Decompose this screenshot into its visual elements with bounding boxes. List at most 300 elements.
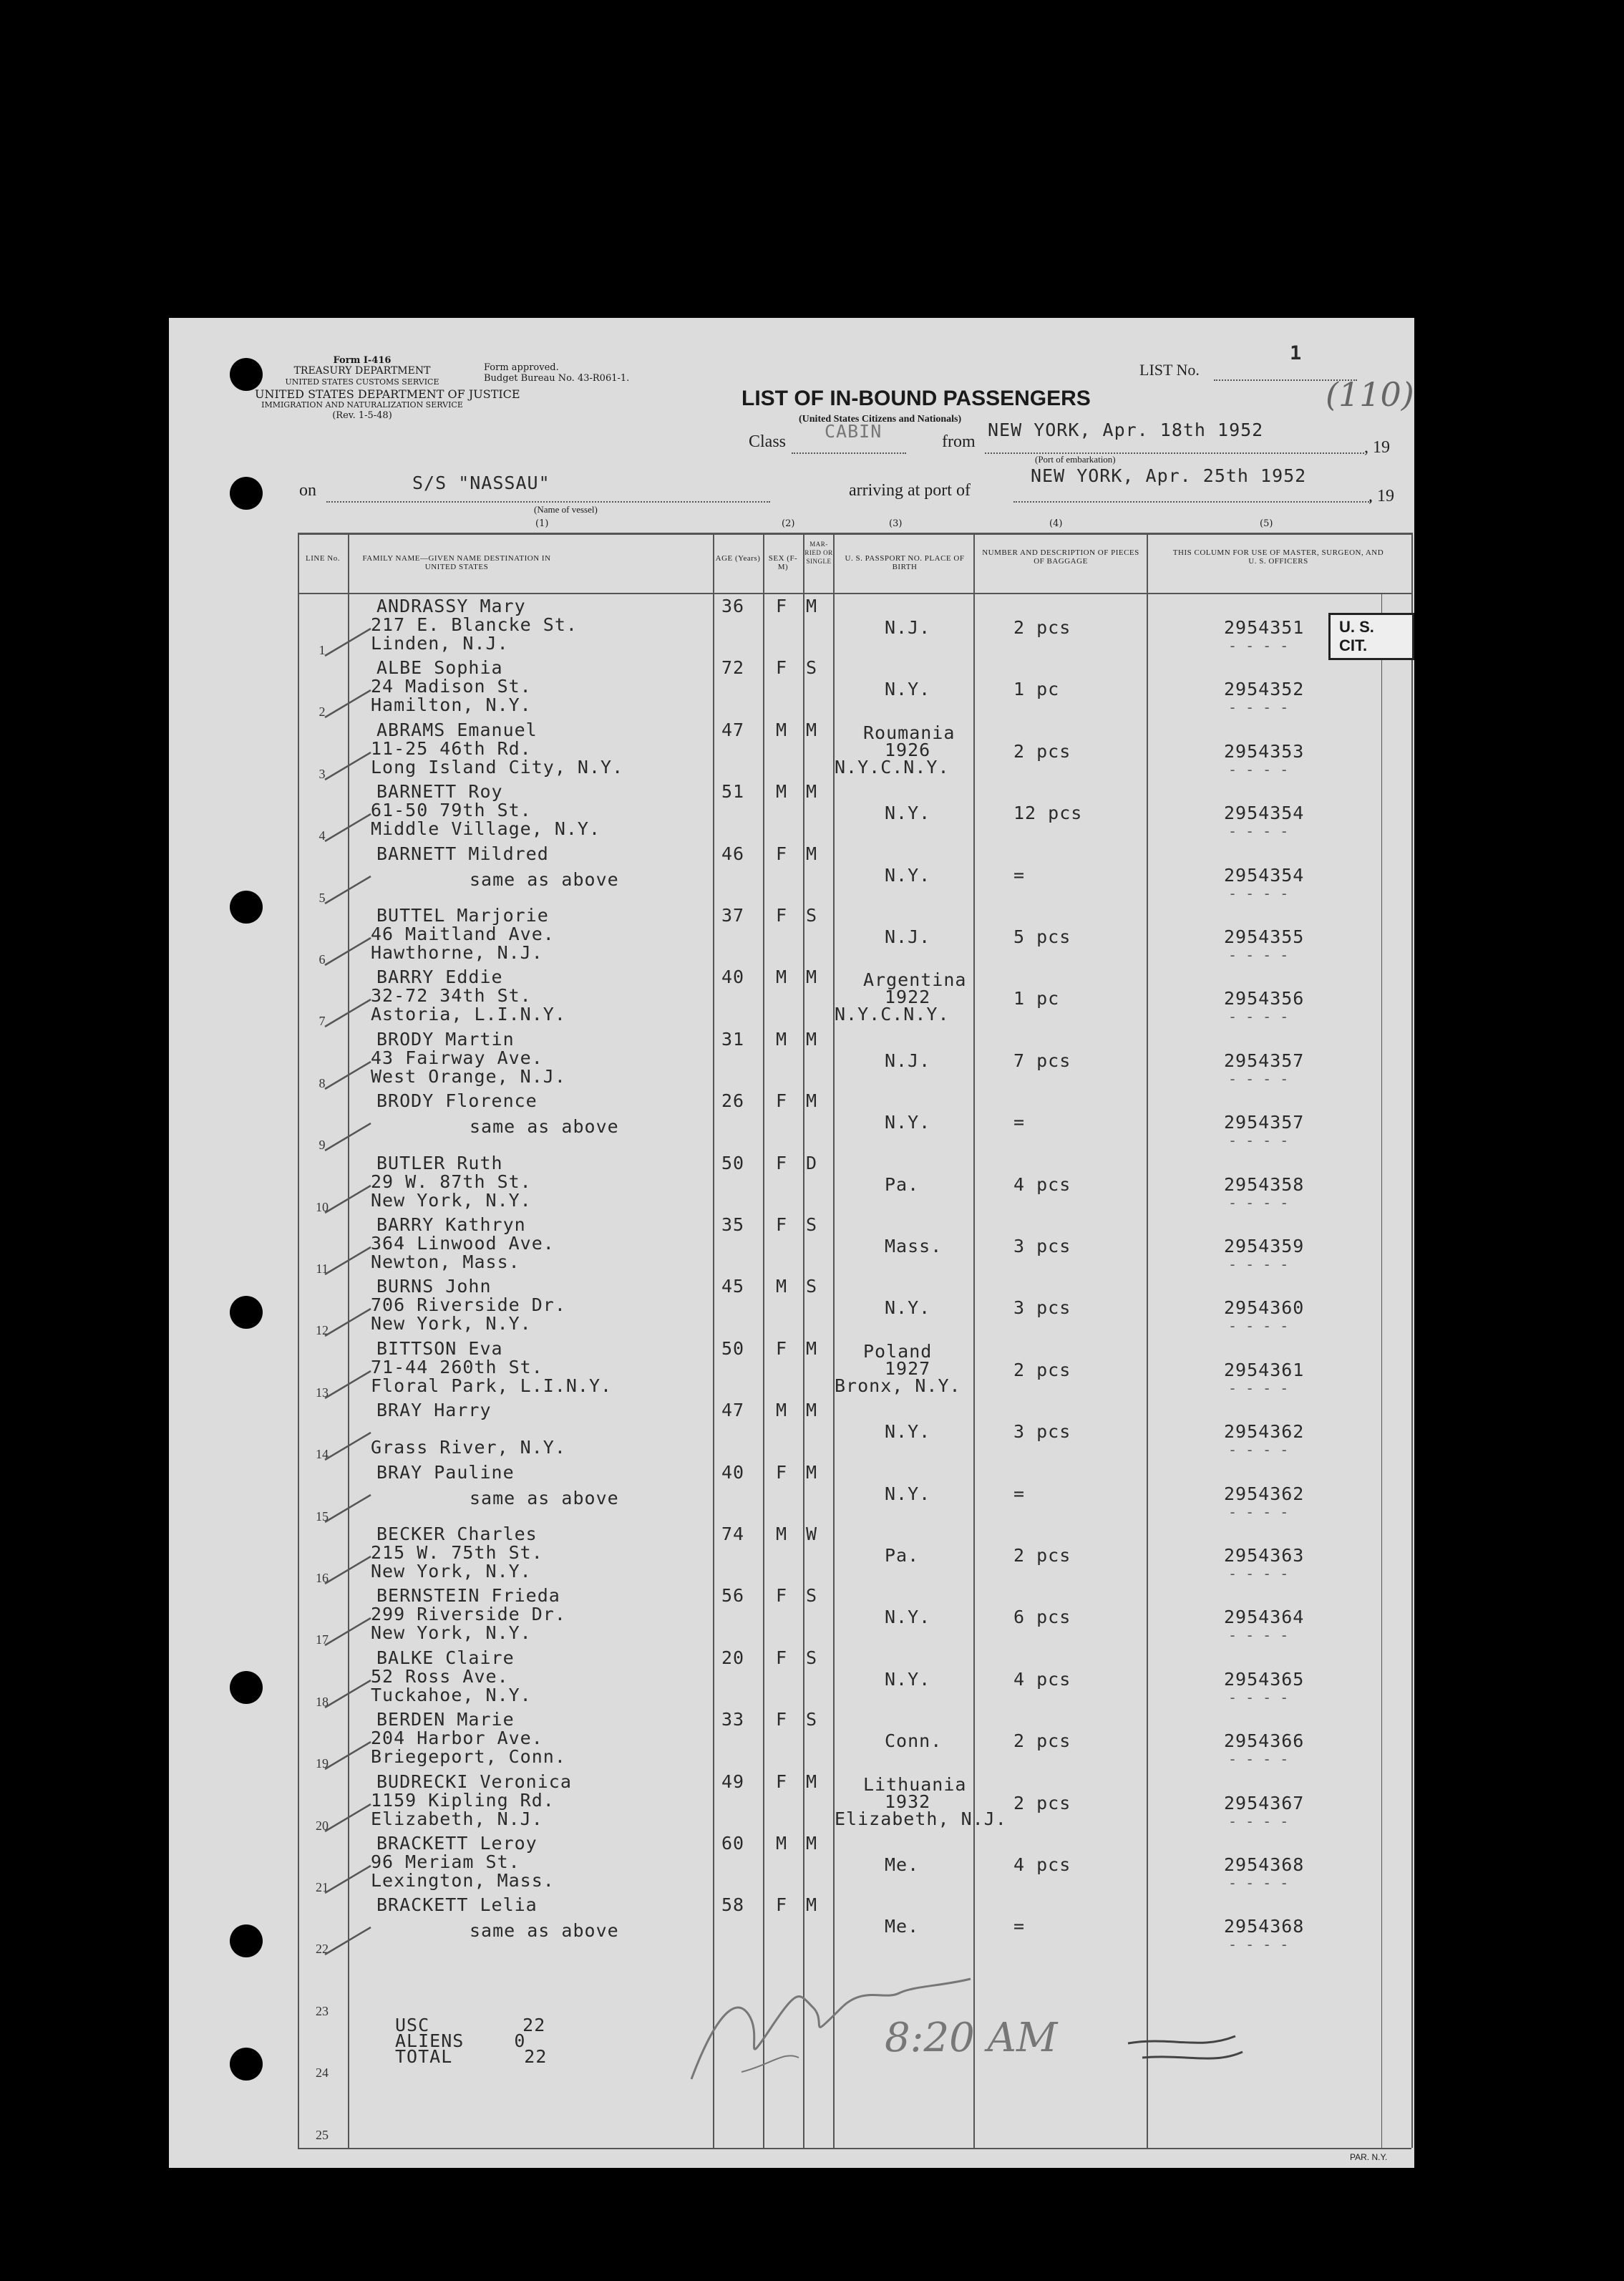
vessel-value: S/S "NASSAU" xyxy=(412,473,550,493)
officer-number: 2954368 xyxy=(1224,1916,1305,1937)
baggage-count: 2 pcs xyxy=(1013,1359,1071,1380)
passenger-name: ALBE Sophia xyxy=(376,657,503,679)
passenger-age: 35 xyxy=(721,1214,745,1235)
passenger-address: 215 W. 75th St. xyxy=(371,1542,543,1563)
passenger-city: Long Island City, N.Y. xyxy=(371,756,624,778)
year-suffix: , 19 xyxy=(1364,438,1390,457)
passenger-marital-status: M xyxy=(806,967,818,988)
passenger-age: 40 xyxy=(721,967,745,988)
col-divider xyxy=(763,533,764,2148)
officer-dash-marks: - - - - xyxy=(1228,1256,1289,1273)
baggage-count: 2 pcs xyxy=(1013,617,1071,638)
passenger-marital-status: S xyxy=(806,1709,818,1730)
passenger-name: BERDEN Marie xyxy=(376,1709,515,1730)
passenger-city: New York, N.Y. xyxy=(371,1189,532,1211)
place-of-birth: N.J. xyxy=(885,617,931,638)
passenger-sex: F xyxy=(776,1214,788,1235)
tally-check-mark xyxy=(321,1923,378,1959)
col-head-age: AGE (Years) xyxy=(715,554,761,563)
passenger-name: BARRY Eddie xyxy=(376,967,503,988)
passenger-address: same as above xyxy=(470,1920,619,1942)
passenger-sex: F xyxy=(776,1461,788,1483)
passenger-sex: F xyxy=(776,1709,788,1730)
place-of-birth: Me. xyxy=(885,1916,920,1937)
line-number: 22 xyxy=(316,1942,329,1957)
page-title: LIST OF IN-BOUND PASSENGERS xyxy=(742,387,1091,410)
passenger-age: 49 xyxy=(721,1771,745,1792)
place-of-birth: N.Y. xyxy=(885,1297,931,1319)
class-line xyxy=(792,452,906,454)
passenger-address: 217 E. Blancke St. xyxy=(371,614,578,635)
passenger-address: 32-72 34th St. xyxy=(371,985,532,1007)
officer-number: 2954368 xyxy=(1224,1854,1305,1875)
passenger-city: Lexington, Mass. xyxy=(371,1870,555,1891)
officer-dash-marks: - - - - xyxy=(1228,1193,1289,1211)
passenger-marital-status: M xyxy=(806,1400,818,1421)
baggage-count: 4 pcs xyxy=(1013,1668,1071,1690)
place-of-birth: Argentina xyxy=(863,969,967,991)
passenger-sex: F xyxy=(776,1090,788,1112)
passenger-age: 37 xyxy=(721,905,745,926)
col-number: (4) xyxy=(1049,518,1063,529)
passenger-name: BERNSTEIN Frieda xyxy=(376,1585,560,1607)
line-number: 12 xyxy=(316,1323,329,1338)
passenger-marital-status: M xyxy=(806,1771,818,1792)
col-head-married: MAR-RIED OR SINGLE xyxy=(804,541,833,565)
passenger-marital-status: M xyxy=(806,781,818,803)
baggage-count: 6 pcs xyxy=(1013,1607,1071,1628)
baggage-count: 2 pcs xyxy=(1013,740,1071,762)
table-top-border xyxy=(298,533,1411,535)
passenger-address: same as above xyxy=(470,868,619,890)
line-number: 19 xyxy=(316,1756,329,1771)
place-of-birth: N.Y. xyxy=(885,1112,931,1133)
us-citizen-stamp: U. S. CIT. xyxy=(1328,613,1414,660)
naturalization-place: N.Y.C.N.Y. xyxy=(835,756,950,778)
line-number: 1 xyxy=(319,643,326,657)
passenger-sex: M xyxy=(776,967,788,988)
passenger-name: BRACKETT Leroy xyxy=(376,1833,538,1854)
binder-hole xyxy=(230,891,263,924)
vessel-line xyxy=(326,501,770,503)
place-of-birth: N.Y. xyxy=(885,679,931,700)
revision: (Rev. 1-5-48) xyxy=(332,410,392,421)
form-number: Form I-416 xyxy=(333,355,392,366)
passenger-city: New York, N.Y. xyxy=(371,1313,532,1335)
binder-hole xyxy=(230,1671,263,1704)
officer-number: 2954362 xyxy=(1224,1483,1305,1504)
passenger-address: same as above xyxy=(470,1116,619,1138)
passenger-address: 364 Linwood Ave. xyxy=(371,1233,555,1254)
from-value: NEW YORK, Apr. 18th 1952 xyxy=(988,420,1264,440)
list-handwritten: (110) xyxy=(1326,375,1414,414)
table-header-border xyxy=(298,593,1411,594)
col-head-baggage: NUMBER AND DESCRIPTION OF PIECES OF BAGGAGE xyxy=(982,548,1139,566)
arriving-line xyxy=(1013,501,1371,503)
passenger-city: Elizabeth, N.J. xyxy=(371,1808,543,1829)
ins-service: IMMIGRATION AND NATURALIZATION SERVICE xyxy=(261,400,463,410)
passenger-age: 31 xyxy=(721,1028,745,1050)
line-number: 5 xyxy=(319,890,326,905)
binder-hole xyxy=(230,2048,263,2081)
tally-check-mark xyxy=(321,1119,378,1155)
place-of-birth: Roumania xyxy=(863,722,956,743)
baggage-count: 7 pcs xyxy=(1013,1050,1071,1071)
passenger-age: 56 xyxy=(721,1585,745,1607)
tally-check-mark xyxy=(321,1181,378,1217)
total-value: 22 xyxy=(524,2046,548,2067)
line-number: 21 xyxy=(316,1880,329,1894)
place-of-birth: Pa. xyxy=(885,1545,920,1566)
officer-dash-marks: - - - - xyxy=(1228,1379,1289,1397)
baggage-count: 1 pc xyxy=(1013,679,1060,700)
passenger-sex: M xyxy=(776,719,788,740)
baggage-count: 2 pcs xyxy=(1013,1730,1071,1752)
col-divider xyxy=(298,533,299,2148)
usc-label: USC xyxy=(395,2015,430,2035)
officer-dash-marks: - - - - xyxy=(1228,1070,1289,1088)
passenger-address: 46 Maitland Ave. xyxy=(371,924,555,944)
place-of-birth: N.Y. xyxy=(885,1483,931,1504)
passenger-sex: M xyxy=(776,1524,788,1544)
officer-dash-marks: - - - - xyxy=(1228,1503,1289,1521)
line-number: 7 xyxy=(319,1014,326,1029)
passenger-age: 74 xyxy=(721,1524,745,1544)
tally-check-mark xyxy=(321,872,378,908)
col-divider xyxy=(1411,533,1413,2148)
passenger-marital-status: M xyxy=(806,1028,818,1050)
passenger-city: Grass River, N.Y. xyxy=(371,1437,566,1458)
officer-number: 2954357 xyxy=(1224,1112,1305,1133)
line-number: 6 xyxy=(319,952,326,967)
passenger-city: Floral Park, L.I.N.Y. xyxy=(371,1375,613,1396)
naturalization-year: 1922 xyxy=(885,987,931,1008)
passenger-age: 26 xyxy=(721,1090,745,1112)
officer-number: 2954365 xyxy=(1224,1668,1305,1690)
officer-dash-marks: - - - - xyxy=(1228,1936,1289,1954)
col-number: (2) xyxy=(782,518,795,529)
year-suffix: , 19 xyxy=(1368,487,1394,505)
naturalization-place: N.Y.C.N.Y. xyxy=(835,1004,950,1025)
tally-check-mark xyxy=(321,624,378,660)
passenger-age: 20 xyxy=(721,1647,745,1668)
passenger-address: same as above xyxy=(470,1487,619,1508)
passenger-address: 706 Riverside Dr. xyxy=(371,1294,566,1316)
tally-check-mark xyxy=(321,1491,378,1526)
passenger-address: 1159 Kipling Rd. xyxy=(371,1789,555,1811)
officer-dash-marks: - - - - xyxy=(1228,1688,1289,1706)
from-label: from xyxy=(942,432,976,451)
passenger-name: BRACKETT Lelia xyxy=(376,1894,538,1916)
officer-number: 2954366 xyxy=(1224,1730,1305,1752)
baggage-count: 3 pcs xyxy=(1013,1421,1071,1443)
passenger-address: 24 Madison St. xyxy=(371,676,532,697)
passenger-name: BECKER Charles xyxy=(376,1524,538,1544)
place-of-birth: N.J. xyxy=(885,926,931,947)
passenger-address: 43 Fairway Ave. xyxy=(371,1047,543,1068)
customs-service: UNITED STATES CUSTOMS SERVICE xyxy=(285,377,439,387)
baggage-count: = xyxy=(1013,1916,1026,1937)
baggage-count: 2 pcs xyxy=(1013,1792,1071,1813)
passenger-name: BARNETT Mildred xyxy=(376,843,549,864)
passenger-address: 61-50 79th St. xyxy=(371,800,532,821)
officer-number: 2954353 xyxy=(1224,740,1305,762)
passenger-marital-status: M xyxy=(806,596,818,616)
passenger-marital-status: M xyxy=(806,1461,818,1483)
passenger-sex: M xyxy=(776,1028,788,1050)
passenger-address: 11-25 46th Rd. xyxy=(371,737,532,759)
officer-dash-marks: - - - - xyxy=(1228,1565,1289,1582)
passenger-sex: M xyxy=(776,1276,788,1297)
aliens-value: 0 xyxy=(514,2030,526,2051)
officer-number: 2954361 xyxy=(1224,1359,1305,1380)
tally-check-mark xyxy=(321,1861,378,1897)
passenger-marital-status: S xyxy=(806,1647,818,1668)
list-no-label: LIST No. xyxy=(1139,361,1200,379)
passenger-marital-status: S xyxy=(806,1276,818,1297)
passenger-city: Linden, N.J. xyxy=(371,633,509,654)
passenger-sex: F xyxy=(776,843,788,864)
passenger-marital-status: M xyxy=(806,1090,818,1112)
passenger-address: 29 W. 87th St. xyxy=(371,1171,532,1192)
passenger-age: 72 xyxy=(721,657,745,679)
treasury-dept: TREASURY DEPARTMENT xyxy=(293,365,431,377)
col-head-name: FAMILY NAME—GIVEN NAME DESTINATION IN UNITED STATES xyxy=(362,554,551,571)
form-approved: Form approved. xyxy=(484,362,559,373)
passenger-sex: F xyxy=(776,905,788,926)
officer-dash-marks: - - - - xyxy=(1228,1812,1289,1830)
tally-check-mark xyxy=(321,686,378,722)
line-number: 25 xyxy=(316,2127,329,2142)
passenger-age: 51 xyxy=(721,781,745,803)
passenger-sex: M xyxy=(776,1400,788,1421)
passenger-city: Briegeport, Conn. xyxy=(371,1746,566,1768)
passenger-name: ANDRASSY Mary xyxy=(376,596,526,616)
line-number: 20 xyxy=(316,1818,329,1833)
arriving-value: NEW YORK, Apr. 25th 1952 xyxy=(1031,465,1307,486)
passenger-city: New York, N.Y. xyxy=(371,1561,532,1582)
officer-dash-marks: - - - - xyxy=(1228,1441,1289,1459)
officer-dash-marks: - - - - xyxy=(1228,1627,1289,1645)
line-number: 24 xyxy=(316,2066,329,2081)
passenger-city: New York, N.Y. xyxy=(371,1622,532,1644)
line-number: 23 xyxy=(316,2003,329,2018)
line-number: 15 xyxy=(316,1508,329,1524)
page-subtitle: (United States Citizens and Nationals) xyxy=(799,414,962,425)
place-of-birth: Poland xyxy=(863,1340,933,1362)
passenger-city: Middle Village, N.Y. xyxy=(371,818,601,840)
col-number: (1) xyxy=(535,518,549,529)
passenger-sex: F xyxy=(776,1585,788,1607)
officer-dash-marks: - - - - xyxy=(1228,1008,1289,1026)
officer-dash-marks: - - - - xyxy=(1228,699,1289,717)
passenger-name: BRODY Martin xyxy=(376,1028,515,1050)
arriving-label: arriving at port of xyxy=(849,481,971,500)
passenger-sex: M xyxy=(776,1833,788,1854)
line-number: 14 xyxy=(316,1447,329,1462)
line-number: 13 xyxy=(316,1385,329,1400)
table-bottom-border xyxy=(298,2148,1411,2149)
place-of-birth: N.Y. xyxy=(885,1607,931,1628)
tally-check-mark xyxy=(321,995,378,1031)
officer-number: 2954354 xyxy=(1224,803,1305,824)
col-number: (3) xyxy=(889,518,903,529)
passenger-age: 60 xyxy=(721,1833,745,1854)
col-divider xyxy=(713,533,714,2148)
passenger-name: BRAY Harry xyxy=(376,1400,492,1421)
place-of-birth: Me. xyxy=(885,1854,920,1875)
officer-number: 2954360 xyxy=(1224,1297,1305,1319)
tally-check-mark xyxy=(321,810,378,846)
line-number: 3 xyxy=(319,766,326,781)
baggage-count: 3 pcs xyxy=(1013,1236,1071,1256)
officer-number: 2954359 xyxy=(1224,1236,1305,1256)
passenger-age: 47 xyxy=(721,719,745,740)
place-of-birth: N.Y. xyxy=(885,1668,931,1690)
passenger-age: 46 xyxy=(721,843,745,864)
baggage-count: 12 pcs xyxy=(1013,803,1083,824)
place-of-birth: Pa. xyxy=(885,1173,920,1195)
col-number: (5) xyxy=(1260,518,1273,529)
naturalization-year: 1926 xyxy=(885,739,931,760)
place-of-birth: N.Y. xyxy=(885,864,931,886)
line-number: 9 xyxy=(319,1138,326,1153)
officer-number: 2954352 xyxy=(1224,679,1305,700)
passenger-name: ABRAMS Emanuel xyxy=(376,719,538,740)
passenger-marital-status: D xyxy=(806,1152,818,1173)
passenger-name: BRODY Florence xyxy=(376,1090,538,1112)
passenger-age: 40 xyxy=(721,1461,745,1483)
place-of-birth: N.Y. xyxy=(885,803,931,824)
baggage-count: = xyxy=(1013,1483,1026,1504)
officer-dash-marks: - - - - xyxy=(1228,946,1289,964)
passenger-sex: F xyxy=(776,1337,788,1359)
passenger-address: 299 Riverside Dr. xyxy=(371,1604,566,1625)
passenger-age: 36 xyxy=(721,596,745,616)
on-label: on xyxy=(299,481,316,500)
naturalization-place: Elizabeth, N.J. xyxy=(835,1808,1007,1829)
baggage-count: 5 pcs xyxy=(1013,926,1071,947)
class-label: Class xyxy=(749,432,787,451)
officer-number: 2954364 xyxy=(1224,1607,1305,1628)
officer-dash-marks: - - - - xyxy=(1228,760,1289,778)
tally-check-mark xyxy=(321,934,378,969)
binder-hole xyxy=(230,1924,263,1957)
passenger-sex: F xyxy=(776,657,788,679)
passenger-name: BUTTEL Marjorie xyxy=(376,905,549,926)
officer-number: 2954356 xyxy=(1224,988,1305,1009)
passenger-name: BALKE Claire xyxy=(376,1647,515,1668)
justice-dept: UNITED STATES DEPARTMENT OF JUSTICE xyxy=(255,387,520,401)
tally-check-mark xyxy=(321,748,378,784)
officer-number: 2954363 xyxy=(1224,1545,1305,1566)
tally-check-mark xyxy=(321,1367,378,1403)
passenger-address: 204 Harbor Ave. xyxy=(371,1728,543,1749)
tally-check-mark xyxy=(321,1057,378,1093)
passenger-age: 50 xyxy=(721,1152,745,1173)
officer-dash-marks: - - - - xyxy=(1228,1750,1289,1768)
passenger-marital-status: M xyxy=(806,843,818,864)
passenger-age: 58 xyxy=(721,1894,745,1916)
col-divider xyxy=(973,533,975,2148)
col-head-officers: THIS COLUMN FOR USE OF MASTER, SURGEON, AND U. S. OFFICERS xyxy=(1172,548,1384,566)
passenger-city: Hamilton, N.Y. xyxy=(371,694,532,716)
tally-check-mark xyxy=(321,1800,378,1836)
footer-mark: PAR. N.Y. xyxy=(1350,2152,1388,2162)
passenger-age: 50 xyxy=(721,1337,745,1359)
list-no-value: 1 xyxy=(1290,342,1303,364)
naturalization-year: 1932 xyxy=(885,1791,931,1812)
officer-dash-marks: - - - - xyxy=(1228,1874,1289,1892)
form-header-left xyxy=(255,355,520,421)
baggage-count: = xyxy=(1013,864,1026,886)
binder-hole xyxy=(230,477,263,510)
passenger-age: 33 xyxy=(721,1709,745,1730)
passenger-marital-status: S xyxy=(806,657,818,679)
officer-number: 2954358 xyxy=(1224,1173,1305,1195)
place-of-birth: Lithuania xyxy=(863,1773,967,1795)
passenger-address: 96 Meriam St. xyxy=(371,1851,520,1872)
naturalization-place: Bronx, N.Y. xyxy=(835,1375,961,1396)
tally-check-mark xyxy=(321,1614,378,1650)
officer-number: 2954362 xyxy=(1224,1421,1305,1443)
col-head-line-no: LINE No. xyxy=(306,554,340,563)
class-value: CABIN xyxy=(825,421,882,442)
passenger-marital-status: W xyxy=(806,1524,818,1544)
totals-block xyxy=(395,2015,548,2067)
passenger-name: BUDRECKI Veronica xyxy=(376,1771,572,1792)
line-number: 8 xyxy=(319,1075,326,1090)
col-divider xyxy=(1147,533,1148,2148)
officer-number: 2954357 xyxy=(1224,1050,1305,1071)
tally-check-mark xyxy=(321,1428,378,1464)
total-label: TOTAL xyxy=(395,2046,453,2067)
passenger-city: Hawthorne, N.J. xyxy=(371,942,543,963)
baggage-count: 3 pcs xyxy=(1013,1297,1071,1319)
passenger-sex: F xyxy=(776,1647,788,1668)
tally-check-mark xyxy=(321,1552,378,1588)
officer-dash-marks: - - - - xyxy=(1228,884,1289,902)
passenger-name: BUTLER Ruth xyxy=(376,1152,503,1173)
line-number: 17 xyxy=(316,1632,329,1647)
place-of-birth: N.J. xyxy=(885,1050,931,1071)
budget-bureau: Budget Bureau No. 43-R061-1. xyxy=(484,373,630,384)
line-number: 10 xyxy=(316,1199,329,1214)
passenger-name: BITTSON Eva xyxy=(376,1337,503,1359)
place-of-birth: Conn. xyxy=(885,1730,943,1752)
aliens-label: ALIENS xyxy=(395,2030,465,2051)
officer-number: 2954355 xyxy=(1224,926,1305,947)
col-divider xyxy=(1381,593,1382,2148)
manifest-page xyxy=(169,318,1414,2168)
line-number: 11 xyxy=(316,1261,329,1276)
passenger-marital-status: M xyxy=(806,1337,818,1359)
officer-number: 2954351 xyxy=(1224,617,1305,638)
passenger-sex: F xyxy=(776,1894,788,1916)
line-number: 2 xyxy=(319,704,326,720)
passenger-city: Tuckahoe, N.Y. xyxy=(371,1684,532,1705)
col-head-passport: U. S. PASSPORT NO. PLACE OF BIRTH xyxy=(845,554,965,571)
tally-check-mark xyxy=(321,1243,378,1279)
place-of-birth: Mass. xyxy=(885,1236,943,1256)
tally-check-mark xyxy=(321,1738,378,1773)
passenger-city: Newton, Mass. xyxy=(371,1251,520,1272)
tally-check-mark xyxy=(321,1676,378,1712)
officer-dash-marks: - - - - xyxy=(1228,637,1289,654)
baggage-count: 1 pc xyxy=(1013,988,1060,1009)
passenger-sex: F xyxy=(776,596,788,616)
col-divider xyxy=(803,533,804,2148)
